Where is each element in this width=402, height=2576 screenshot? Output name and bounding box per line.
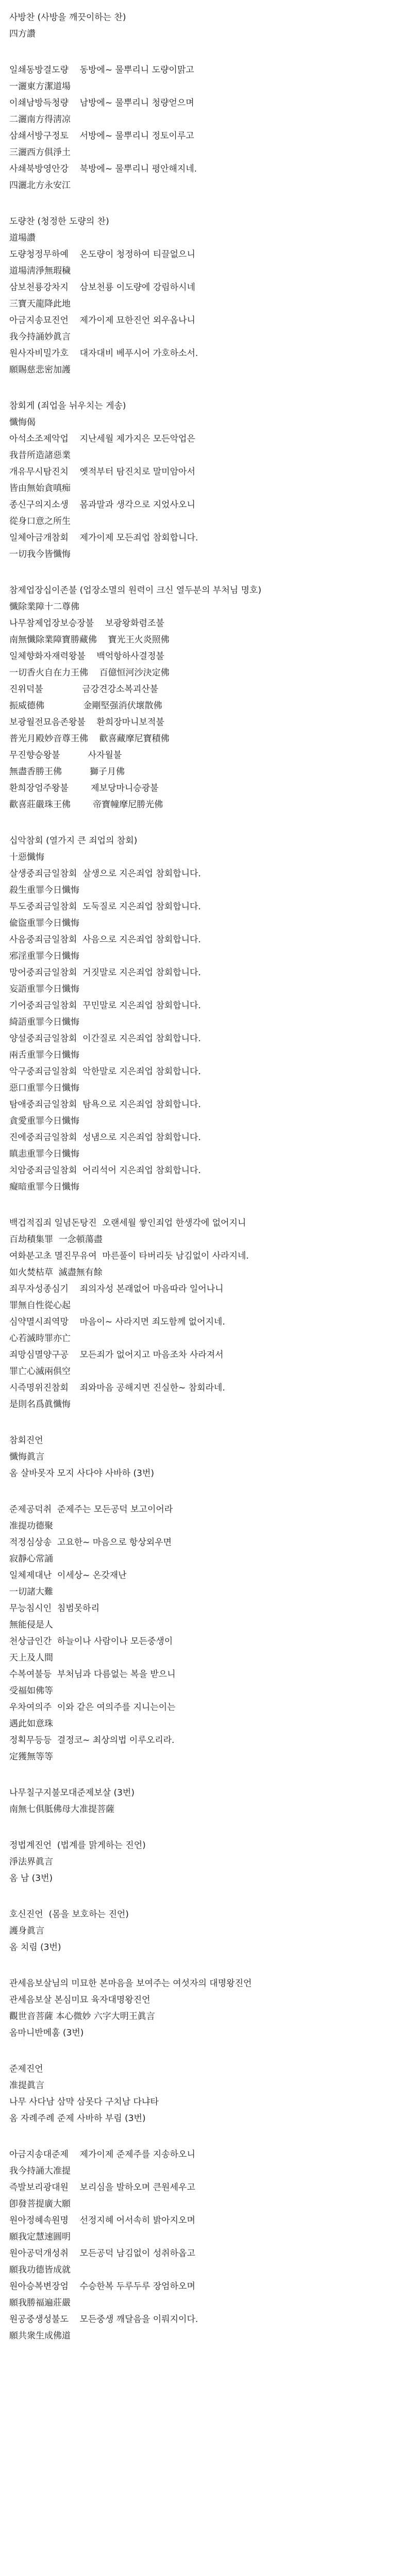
- chant-line: 十惡懺悔: [9, 852, 44, 862]
- chant-line: 普光月殿妙音尊王佛 歡喜藏摩尼寶積佛: [9, 734, 170, 744]
- chant-line: 나무칠구지불모대준제보살 (3번): [9, 1788, 135, 1798]
- chant-line: 적정심상송 고요한~ 마음으로 항상외우면: [9, 1537, 172, 1548]
- chant-line: 道場淸淨無瑕穢: [9, 266, 71, 276]
- chant-line: 백겁적집죄 일념돈탕진 오랜세월 쌓인죄업 한생각에 없어지니: [9, 1218, 246, 1228]
- chant-line: 四方讚: [9, 29, 36, 39]
- chant-line: 환희장엄주왕불 제보당마니승광불: [9, 783, 159, 793]
- chant-line: 願我勝福遍莊嚴: [9, 2298, 71, 2308]
- chant-line: 무능침시인 침범못하리: [9, 1603, 100, 1614]
- chant-line: 옴 자례주례 준제 사바하 부림 (3번): [9, 2113, 146, 2124]
- chant-line: 我今持誦大准提: [9, 2166, 71, 2176]
- chant-line: 一切我今皆懺悔: [9, 549, 71, 560]
- chant-line: 從身口意之所生: [9, 516, 71, 527]
- chant-line: 卽發菩提廣大願: [9, 2199, 71, 2209]
- chant-line: 사방찬 (사방을 깨끗이하는 찬): [9, 12, 126, 23]
- chant-line: 觀世音菩薩 本心微妙 六字大明王眞言: [9, 2011, 155, 2022]
- chant-line: 십악참회 (열가지 큰 죄업의 참회): [9, 836, 138, 846]
- chant-line: 치암중죄금일참회 어리석어 지은죄업 참회합니다.: [9, 1165, 201, 1176]
- chant-line: 망어중죄금일참회 거짓말로 지은죄업 참회합니다.: [9, 968, 201, 978]
- chant-line: 癡暗重罪今日懺悔: [9, 1182, 79, 1192]
- chant-line: 歡喜莊嚴珠王佛 帝寶幢摩尼勝光佛: [9, 800, 163, 810]
- chant-line: 관세음보살님의 미묘한 본마음을 보여주는 여섯자의 대명왕진언: [9, 1978, 252, 1989]
- chant-section: [9, 1432, 381, 1482]
- chant-line: 호신진언 (몸을 보호하는 진언): [9, 1909, 129, 1920]
- chant-line: 삼보천룡강차지 삼보천룡 이도량에 강림하시네: [9, 282, 195, 293]
- chant-section: [9, 9, 381, 42]
- chant-line: 瞋恚重罪今日懺悔: [9, 1149, 79, 1159]
- chant-section: [9, 2146, 381, 2344]
- chant-line: 兩舌重罪今日懺悔: [9, 1050, 79, 1060]
- chant-line: 개유무시탐진치 옛적부터 탐진치로 말미암아서: [9, 467, 195, 477]
- chant-section: [9, 1975, 381, 2041]
- chant-line: 정획무등등 결정코~ 최상의법 이루오리라.: [9, 1735, 175, 1745]
- chant-line: 願賜慈悲密加護: [9, 365, 71, 375]
- chant-line: 보광월전묘음존왕불 환희장마니보적불: [9, 717, 164, 727]
- chant-line: 我今持誦妙眞言: [9, 332, 71, 342]
- chant-line: 一切香火自在力王佛 百億恒河沙決定佛: [9, 668, 170, 678]
- chant-section: [9, 398, 381, 563]
- chant-line: 일체향화자재력왕불 백억항하사결정불: [9, 651, 164, 662]
- chant-line: 탐애중죄금일참회 탐욕으로 지은죄업 참회합니다.: [9, 1099, 201, 1110]
- chant-line: 사음중죄금일참회 사음으로 지은죄업 참회합니다.: [9, 935, 201, 945]
- chant-line: 삼쇄서방구정토 서방에~ 물뿌리니 정토이루고: [9, 131, 194, 141]
- chant-line: 아금지송대준제 제가이제 준제주를 지송하오니: [9, 2149, 195, 2160]
- chant-section: [9, 1215, 381, 1413]
- chant-line: 사쇄북방영안강 북방에~ 물뿌리니 평안해지네.: [9, 164, 197, 174]
- chant-line: 옴마니반메훔 (3번): [9, 2028, 84, 2038]
- chant-line: 아석소조제악업 지난세월 제가지은 모든악업은: [9, 434, 195, 444]
- chant-line: 도량청정무하예 온도량이 청정하여 티끌없으니: [9, 249, 195, 260]
- chant-line: 百劫積集罪 一念頓蕩盡: [9, 1234, 103, 1245]
- chant-line: 寂靜心常誦: [9, 1554, 53, 1564]
- chant-line: 죄무자성종심기 죄의자성 본래없어 마음따라 일어나니: [9, 1284, 224, 1294]
- chant-line: 惡口重罪今日懺悔: [9, 1083, 79, 1093]
- chant-line: 皆由無始貪嗔痴: [9, 483, 71, 494]
- chant-line: 罪無自性從心起: [9, 1300, 71, 1311]
- chant-section: [9, 1501, 381, 1765]
- chant-line: 如火焚枯草 滅盡無有餘: [9, 1267, 103, 1278]
- chant-section: [9, 213, 381, 378]
- chant-line: 옴 치림 (3번): [9, 1942, 61, 1953]
- chant-line: 수복여불등 부처님과 다름없는 복을 받으니: [9, 1669, 176, 1680]
- chant-line: 심약멸시죄역망 마음이~ 사라지면 죄도함께 없어지네.: [9, 1317, 225, 1327]
- chant-section: [9, 2061, 381, 2127]
- chant-line: 원아승복변장엄 수승한복 두루두루 장엄하오며: [9, 2281, 195, 2292]
- chant-line: 定獲無等等: [9, 1752, 53, 1762]
- chant-line: 綺語重罪今日懺悔: [9, 1017, 79, 1027]
- chant-line: 이쇄남방득청량 남방에~ 물뿌리니 청량얻으며: [9, 98, 194, 108]
- chant-line: 懺悔偈: [9, 417, 36, 428]
- chant-line: 一灑東方潔道場: [9, 81, 71, 92]
- chant-line: 偸盜重罪今日懺悔: [9, 918, 79, 928]
- chant-line: 악구중죄금일참회 악한말로 지은죄업 참회합니다.: [9, 1066, 201, 1077]
- chant-line: 참회진언: [9, 1435, 43, 1446]
- chant-line: 옴 남 (3번): [9, 1873, 53, 1884]
- chant-line: 道場讚: [9, 233, 36, 243]
- chant-line: 三灑西方俱淨土: [9, 147, 71, 158]
- chant-line: 罪亡心滅兩俱空: [9, 1366, 71, 1377]
- chant-line: 懺悔眞言: [9, 1452, 44, 1462]
- chant-line: 四灑北方永安江: [9, 180, 71, 191]
- chant-line: 아금지송묘진언 제가이제 묘한진언 외우옵나니: [9, 315, 195, 326]
- chant-line: 二灑南方得淸凉: [9, 114, 71, 125]
- chant-line: 邪淫重罪今日懺悔: [9, 951, 79, 961]
- chant-line: 무진향승왕불 사자월불: [9, 750, 122, 760]
- chant-line: 准提眞言: [9, 2080, 44, 2091]
- chant-line: 願我定慧速圓明: [9, 2232, 71, 2242]
- chant-line: 일쇄동방결도량 동방에~ 물뿌리니 도량이맑고: [9, 65, 194, 75]
- chant-line: 淨法界眞言: [9, 1857, 53, 1867]
- chant-line: 즉발보리광대원 보리심을 발하오며 큰원세우고: [9, 2182, 195, 2193]
- chant-line: 受福如佛等: [9, 1686, 53, 1696]
- chant-line: 관세음보살 본심미묘 육자대명왕진언: [9, 1995, 150, 2005]
- chant-line: 우차여의주 이와 같은 여의주를 지니는이는: [9, 1702, 176, 1713]
- chant-line: 양설중죄금일참회 이간질로 지은죄업 참회합니다.: [9, 1033, 201, 1044]
- chant-line: 准提功德聚: [9, 1521, 53, 1531]
- chant-line: 진위덕불 금강견강소복괴산불: [9, 684, 159, 694]
- chant-line: 無能侵是人: [9, 1620, 53, 1630]
- chant-line: 無盡香勝王佛 獅子月佛: [9, 767, 125, 777]
- chant-section: [9, 833, 381, 1195]
- chant-line: 願我功德皆成就: [9, 2265, 71, 2275]
- chant-section: [9, 1785, 381, 1818]
- chant-line: 여화분고초 멸진무유여 마른풀이 타버리듯 남김없이 사라지네.: [9, 1251, 249, 1261]
- chant-line: 遇此如意珠: [9, 1719, 53, 1729]
- chant-line: 기어중죄금일참회 꾸민말로 지은죄업 참회합니다.: [9, 1001, 201, 1011]
- chant-line: 心若滅時罪亦亡: [9, 1333, 71, 1344]
- chant-line: 참회게 (죄업을 뉘우치는 게송): [9, 401, 126, 411]
- chant-line: 懺除業障十二尊佛: [9, 602, 79, 612]
- chant-line: 南無懺除業障寶勝藏佛 寶光王火炎照佛: [9, 635, 170, 645]
- chant-line: 죄망심멸양구공 모든죄가 없어지고 마음조차 사라져서: [9, 1350, 224, 1360]
- chant-line: 참제업장십이존불 (업장소멸의 원력이 크신 열두분의 부처님 명호): [9, 585, 262, 596]
- chant-line: 振威德佛 金剛堅强消伏壞散佛: [9, 701, 162, 711]
- chant-line: 원아정혜속원명 선정지혜 어서속히 밝아지오며: [9, 2215, 195, 2226]
- chant-line: 시즉명위진참회 죄와마음 공해지면 진실한~ 참회라네.: [9, 1383, 225, 1393]
- chant-line: 殺生重罪今日懺悔: [9, 885, 79, 895]
- chant-line: 願共衆生成佛道: [9, 2331, 71, 2341]
- chant-line: 종신구의지소생 몸과말과 생각으로 지었사오니: [9, 500, 195, 510]
- chant-line: 南無七俱胝佛母大准提菩薩: [9, 1804, 114, 1815]
- chant-line: 三寶天龍降此地: [9, 299, 71, 309]
- chant-line: 일체제대난 이세상~ 온갖재난: [9, 1570, 127, 1581]
- chant-line: 我昔所造諸惡業: [9, 450, 71, 461]
- chant-line: 진에중죄금일참회 성냄으로 지은죄업 참회합니다.: [9, 1132, 201, 1143]
- chant-line: 옴 살바못자 모지 사다야 사바하 (3번): [9, 1468, 155, 1479]
- chant-line: 준제진언: [9, 2064, 43, 2074]
- chant-line: 天上及人間: [9, 1653, 53, 1663]
- chant-line: 나무참제업장보승장불 보광왕화렴조불: [9, 618, 164, 629]
- chant-section: [9, 1837, 381, 1887]
- chant-line: 원공중생성불도 모든중생 깨달음을 이뤄지이다.: [9, 2314, 198, 2325]
- chant-line: 是則名爲眞懺悔: [9, 1399, 71, 1410]
- chant-line: 나무 사다남 삼먁 삼못다 구치남 다냐타: [9, 2097, 159, 2107]
- chant-section: [9, 62, 381, 194]
- chant-section: [9, 582, 381, 813]
- chant-line: 일체아금개참회 제가이제 모든죄업 참회합니다.: [9, 533, 198, 543]
- chant-line: 一切諸大難: [9, 1587, 53, 1597]
- chant-line: 貪愛重罪今日懺悔: [9, 1116, 79, 1126]
- chant-line: 준제공덕취 준제주는 모든공덕 보고이어라: [9, 1504, 173, 1515]
- chant-line: 護身眞言: [9, 1926, 44, 1936]
- chant-line: 정법계진언 (법계를 맑게하는 진언): [9, 1840, 146, 1851]
- chant-line: 妄語重罪今日懺悔: [9, 984, 79, 994]
- chant-line: 투도중죄금일참회 도둑질로 지은죄업 참회합니다.: [9, 902, 201, 912]
- chant-section: [9, 1906, 381, 1956]
- chant-line: 원사자비밀가호 대자대비 베푸시어 가호하소서.: [9, 348, 198, 359]
- chant-line: 원아공덕개성취 모든공덕 남김없이 성취하옵고: [9, 2248, 195, 2259]
- chant-line: 천상급인간 하늘이나 사람이나 모든중생이: [9, 1636, 173, 1647]
- chant-line: 살생중죄금일참회 살생으로 지은죄업 참회합니다.: [9, 869, 201, 879]
- chant-line: 도량찬 (청정한 도량의 찬): [9, 216, 109, 227]
